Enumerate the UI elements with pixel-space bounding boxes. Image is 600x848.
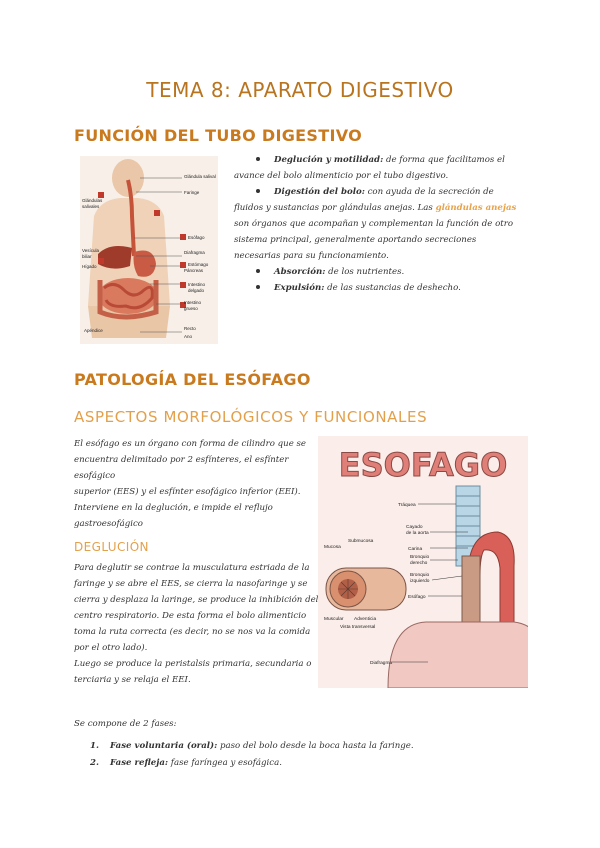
bullet-text: de los nutrientes.: [325, 267, 405, 277]
bullet-text: son órganos que acompañan y complementan la función de otro sistema principal, generalmente aportando secreciones necesarias para su funcionamiento.: [234, 219, 514, 261]
svg-text:biliar: biliar: [82, 254, 92, 259]
text-line: Luego se produce la peristalsis primaria, secundaria o: [74, 659, 312, 669]
digestive-system-figure: [80, 156, 218, 344]
phase-number: 2.: [90, 758, 99, 768]
svg-text:Intestino: Intestino: [184, 300, 202, 305]
svg-text:Glándulas: Glándulas: [82, 198, 103, 203]
bullet-absorcion: [234, 264, 520, 280]
svg-text:Vista transversal: Vista transversal: [340, 625, 376, 630]
paragraph-deglucion: [74, 560, 324, 688]
text-line: Interviene en la deglución, e impide el reflujo: [74, 503, 273, 513]
svg-text:Diafragma: Diafragma: [370, 661, 393, 666]
text-line: toma la ruta correcta (es decir, no se nos va la comida: [74, 627, 311, 637]
page-title: TEMA 8: APARATO DIGESTIVO: [146, 78, 454, 102]
label-glandula-salival: Glándula salival: [184, 174, 216, 179]
svg-text:Páncreas: Páncreas: [184, 268, 204, 273]
text-line: superior (EES) y el esfínter esofágico inferior (EEI).: [74, 487, 301, 497]
svg-text:Recto: Recto: [184, 326, 196, 331]
text-line: gastroesofágico: [74, 519, 143, 529]
phase-term: Fase refleja:: [110, 758, 169, 768]
svg-text:Tráquea: Tráquea: [398, 503, 416, 508]
text-line: centro respiratorio. De esta forma el bolo alimenticio: [74, 611, 307, 621]
svg-text:Apéndice: Apéndice: [84, 328, 103, 333]
svg-text:Hígado: Hígado: [82, 264, 97, 269]
function-bullet-list: [234, 152, 520, 296]
phases-intro: Se compone de 2 fases:: [74, 719, 177, 729]
svg-text:de la aorta: de la aorta: [406, 531, 429, 536]
section-heading-funcion: FUNCIÓN DEL TUBO DIGESTIVO: [74, 126, 363, 145]
text-line: encuentra delimitado por 2 esfínteres, el esfínter esofágico: [74, 455, 289, 481]
bullet-digestion: [234, 184, 520, 264]
phase-number: 1.: [90, 741, 99, 751]
bullet-term: Absorción:: [274, 267, 326, 277]
text-line: cierra y desplaza la laringe, se produce la inhibición del: [74, 595, 319, 605]
svg-text:Mucosa: Mucosa: [324, 545, 341, 550]
svg-text:Cayado: Cayado: [406, 525, 423, 530]
subheading-aspectos: ASPECTOS MORFOLÓGICOS Y FUNCIONALES: [74, 408, 428, 426]
bullet-text: de las sustancias de deshecho.: [324, 283, 461, 293]
section-heading-patologia: PATOLOGÍA DEL ESÓFAGO: [74, 370, 311, 389]
bullet-expulsion: [234, 280, 520, 296]
esofago-figure: [318, 436, 528, 688]
svg-text:grueso: grueso: [184, 306, 198, 311]
svg-text:Esófago: Esófago: [188, 235, 205, 240]
phase-text: paso del bolo desde la boca hasta la faringe.: [217, 741, 414, 751]
svg-text:Muscular: Muscular: [324, 617, 344, 622]
svg-text:Estómago: Estómago: [188, 262, 209, 267]
highlight-glandulas-anejas: glándulas anejas: [435, 203, 517, 213]
svg-text:Diafragma: Diafragma: [184, 250, 205, 255]
text-line: faringe y se abre el EES, se cierra la nasofaringe y se: [74, 579, 308, 589]
phase-term: Fase voluntaria (oral):: [110, 741, 218, 751]
svg-text:Ano: Ano: [184, 334, 193, 339]
svg-text:Intestino: Intestino: [188, 282, 206, 287]
bullet-dot: [256, 157, 260, 161]
svg-text:Bronquio: Bronquio: [410, 555, 430, 560]
bullet-text: con ayuda de la secreción de fluidos y sustancias por glándulas anejas. Las: [234, 187, 494, 213]
bullet-dot: [256, 285, 260, 289]
phase-item-2: [90, 755, 470, 772]
subheading-deglucion: DEGLUCIÓN: [74, 540, 149, 554]
text-line: por el otro lado).: [74, 643, 148, 653]
phase-text: fase faríngea y esofágica.: [168, 758, 282, 768]
text-line: Para deglutir se contrae la musculatura estriada de la: [74, 563, 310, 573]
svg-text:Bronquio: Bronquio: [410, 573, 430, 578]
paragraph-esofago: [74, 436, 324, 532]
bullet-dot: [256, 269, 260, 273]
svg-text:delgado: delgado: [188, 288, 205, 293]
svg-text:salivales: salivales: [82, 204, 100, 209]
svg-text:Carina: Carina: [408, 547, 423, 552]
bullet-term: Deglución y motilidad:: [274, 155, 384, 165]
svg-text:Adventicia: Adventicia: [354, 617, 377, 622]
svg-text:Submucosa: Submucosa: [348, 539, 374, 544]
svg-text:Esófago: Esófago: [408, 595, 426, 600]
bullet-deglucion: [234, 152, 520, 184]
esofago-figure-title: ESOFAGO: [338, 446, 508, 484]
phase-item-1: [90, 738, 470, 755]
svg-text:Faringe: Faringe: [184, 190, 200, 195]
bullet-term: Digestión del bolo:: [274, 187, 365, 197]
text-line: terciaria y se relaja el EEI.: [74, 675, 191, 685]
bullet-text: de forma que facilitamos el avance del bolo alimenticio por el tubo digestivo.: [234, 155, 505, 181]
svg-text:derecho: derecho: [410, 561, 428, 566]
phases-list: [90, 738, 470, 772]
svg-text:izquierdo: izquierdo: [410, 579, 430, 584]
bullet-term: Expulsión:: [274, 283, 325, 293]
bullet-dot: [256, 189, 260, 193]
svg-text:Vesícula: Vesícula: [82, 248, 100, 253]
text-line: El esófago es un órgano con forma de cilindro que se: [74, 439, 307, 449]
